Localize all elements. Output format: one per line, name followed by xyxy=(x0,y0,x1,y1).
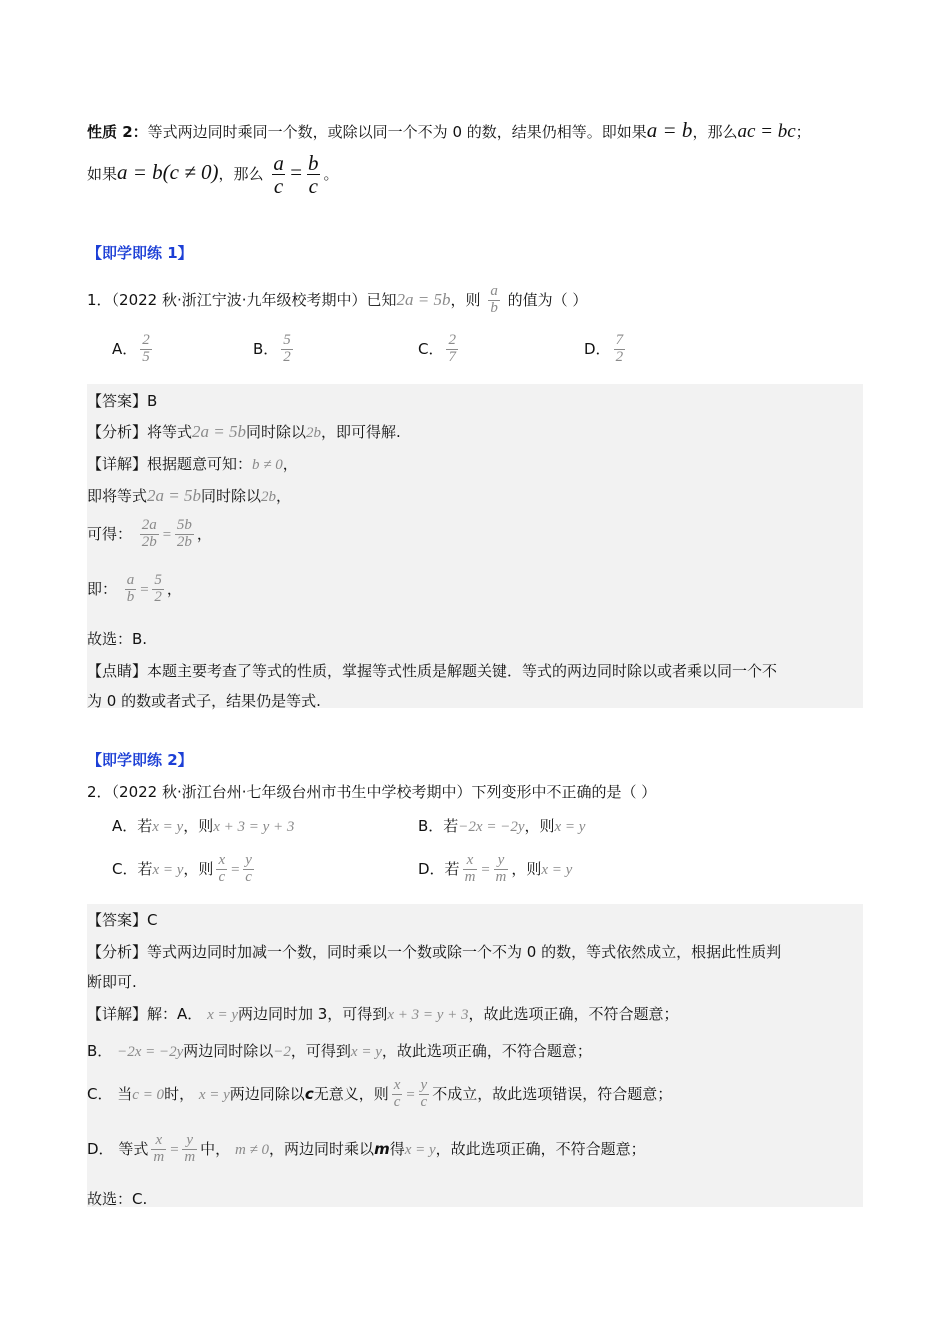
detail2-b: B． −2x = −2y两边同时除以−2，可得到x = y，故此选项正确，不符合题意； xyxy=(87,1042,592,1060)
q2-option-a: A．若x = y，则x + 3 = y + 3 xyxy=(112,817,295,835)
property-label: 性质 2： xyxy=(87,123,148,141)
question-fraction: $\frac{a}{b}$ xyxy=(490,283,498,316)
detail1-line4: 即： $\frac{a}{b}$ = $\frac{5}{2}$ ， xyxy=(87,572,182,605)
question-number: 1． xyxy=(87,290,112,309)
question2: 2．（2022 秋·浙江台州·七年级台州市书生中学校考期中）下列变形中不正确的是（ ） xyxy=(87,783,657,801)
q2-option-b: B．若−2x = −2y，则x = y xyxy=(418,817,586,835)
detail1-line2: 即将等式2a = 5b同时除以2b， xyxy=(87,486,292,505)
q2-option-d: D．若 $\frac{x}{m}$ = $\frac{y}{m}$ ，则x = y xyxy=(418,852,573,885)
question-text: （2022 秋·浙江宁波·九年级校考期中）已知 xyxy=(111,290,397,309)
analysis1: 【分析】将等式2a = 5b同时除以2b，即可得解. xyxy=(87,422,401,441)
option-a: A． $\frac{2}{5}$ xyxy=(112,332,150,365)
choose1: 故选：B. xyxy=(87,630,148,648)
detail2-c: C． 当c = 0时， x = y两边同除以c无意义，则 $\frac{x}{c}$ = $\frac{y}{c}$ 不成立，故此选项错误，符合题意； xyxy=(87,1077,673,1110)
comment1-line2: 为 0 的数或者式子，结果仍是等式. xyxy=(87,692,321,710)
property-text: ，那么 xyxy=(692,123,738,141)
q2-option-c: C．若x = y，则 $\frac{x}{c}$ = $\frac{y}{c}$ xyxy=(112,852,252,885)
analysis2-line1: 【分析】等式两边同时加减一个数，同时乘以一个数或除一个不为 0 的数，等式依然成立，根据此性质判 xyxy=(87,943,782,961)
equals-sign: = xyxy=(288,160,303,185)
detail2-a: 【详解】解：A． x = y两边同时加 3，可得到x + 3 = y + 3，故此选项正确，不符合题意； xyxy=(87,1005,679,1023)
property-text: ，那么 xyxy=(218,165,264,184)
property-text: 。 xyxy=(323,165,339,184)
property-text: 如果 xyxy=(87,165,118,184)
property2-line1 xyxy=(87,118,811,143)
practice2-heading: 【即学即练 2】 xyxy=(87,751,193,769)
choose2: 故选：C. xyxy=(87,1190,148,1208)
property-equation-condition: a = b(c ≠ 0) xyxy=(117,160,219,185)
property-equation-acbc: ac = bc xyxy=(737,121,796,142)
property-fraction: $\frac{b}{c}$ xyxy=(308,151,319,199)
detail2-d: D． 等式 $\frac{x}{m}$ = $\frac{y}{m}$ 中， m ≠ 0，两边同时乘以m得x = y，故此选项正确，不符合题意； xyxy=(87,1132,646,1165)
option-c: C． $\frac{2}{7}$ xyxy=(418,332,456,365)
option-b: B． $\frac{5}{2}$ xyxy=(253,332,291,365)
property-text: ； xyxy=(795,123,811,141)
answer2: 【答案】C xyxy=(87,911,158,929)
analysis2-line2: 断即可. xyxy=(87,973,137,991)
detail1: 【详解】根据题意可知：b ≠ 0， xyxy=(87,455,298,473)
property-text: 等式两边同时乘同一个数，或除以同一个不为 0 的数，结果仍相等。即如果 xyxy=(147,123,647,141)
question-text: ，则 xyxy=(450,290,481,309)
answer1: 【答案】B xyxy=(87,392,158,410)
practice1-heading: 【即学即练 1】 xyxy=(87,244,193,262)
comment1-line1: 【点睛】本题主要考查了等式的性质，掌握等式性质是解题关键．等式的两边同时除以或者乘以同一个不 xyxy=(87,662,778,680)
property-fraction: $\frac{a}{c}$ xyxy=(273,151,284,199)
question-text: 的值为（ ） xyxy=(507,290,588,309)
question1 xyxy=(87,284,587,317)
option-d: D． $\frac{7}{2}$ xyxy=(584,332,624,365)
detail1-line3: 可得： $\frac{2a}{2b}$ = $\frac{5b}{2b}$ ， xyxy=(87,517,212,550)
property-equation-ab: a = b xyxy=(646,118,693,142)
property2-line2 xyxy=(87,152,339,197)
question-equation: 2a = 5b xyxy=(396,289,451,309)
